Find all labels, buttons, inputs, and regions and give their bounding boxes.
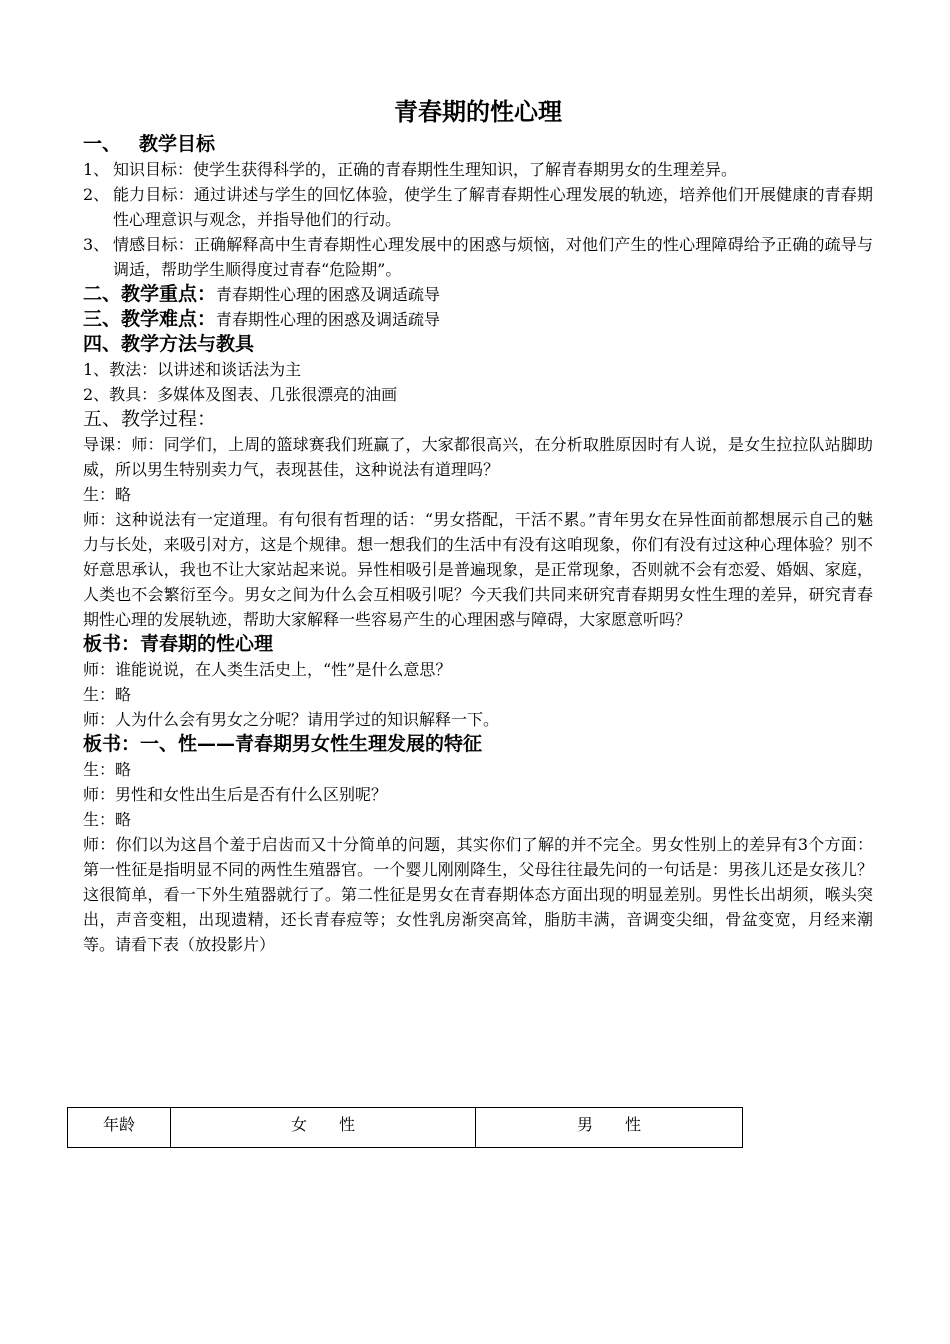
paragraph: 师：谁能说说，在人类生活史上，“性”是什么意思？ [83,660,452,679]
paragraph: 生：略 [83,810,132,829]
section-label: 二、教学重点： [83,283,217,305]
paragraph: 师：你们以为这昌个羞于启齿而又十分简单的问题，其实你们了解的并不完全。男女性别上的差异有3个方面：第一性征是指明显不同的两性生殖器官。一个婴儿刚刚降生，父母往往最先问的一句话是：男孩儿还是女孩儿？这很简单，看一下外生殖器就行了。第二性征是男女在青春期体态方面出现的明显差别。男性长出胡须，喉头突出，声音变粗，出现遗精，还长青春痘等；女性乳房渐突高耸，脂肪丰满，音调变尖细，骨盆变宽，月经来潮等。请看下表（放投影片） [83,835,873,954]
table-header-age: 年龄 [68,1108,171,1148]
list-item [83,182,873,232]
list-item [83,232,873,282]
list-item [83,157,873,182]
table-header-row [68,1108,743,1148]
list-item: 1、教法：以讲述和谈话法为主 [83,360,302,379]
paragraph: 生：略 [83,685,132,704]
paragraph: 生：略 [83,760,132,779]
list-item-number: 3、 [83,235,110,254]
paragraph: 生：略 [83,485,132,504]
paragraph: 导课：师：同学们，上周的篮球赛我们班赢了，大家都很高兴，在分析取胜原因时有人说，是女生拉拉队站脚助威，所以男生特别卖力气，表现甚佳，这种说法有道理吗？ [83,435,873,479]
table-header-male: 男 性 [476,1108,743,1148]
section-key-points [83,282,873,307]
list-item-text: 情感目标：正确解释高中生青春期性心理发展中的困惑与烦恼，对他们产生的性心理障碍给予正确的疏导与调适，帮助学生顺得度过青春“危险期”。 [113,235,873,279]
document-page [83,92,873,957]
list-item-number: 1、 [83,160,110,179]
table-header-female: 女 性 [171,1108,476,1148]
section-difficulties [83,307,873,332]
section-heading-objectives [83,132,873,157]
paragraph: 师：这种说法有一定道理。有句很有哲理的话：“男女搭配，干活不累。”青年男女在异性面前都想展示自己的魅力与长处，来吸引对方，这是个规律。想一想我们的生活中有没有这咱现象，你们有没有过这种心理体验？别不好意思承认，我也不让大家站起来说。异性相吸引是普遍现象，是正常现象，否则就不会有恋爱、婚姻、家庭，人类也不会繁衍至今。男女之间为什么会互相吸引呢？今天我们共同来研究青春期男女性生理的差异，研究青春期性心理的发展轨迹，帮助大家解释一些容易产生的心理困惑与障碍，大家愿意听吗？ [83,510,873,629]
age-comparison-table [67,1107,743,1148]
section-heading-methods: 四、教学方法与教具 [83,333,255,355]
section-text: 青春期性心理的困惑及调适疏导 [216,285,441,304]
board-heading: 板书：一、性——青春期男女性生理发展的特征 [83,733,483,755]
section-label: 三、教学难点： [83,308,217,330]
list-item-number: 2、 [83,185,110,204]
list-item: 2、教具：多媒体及图表、几张很漂亮的油画 [83,385,398,404]
paragraph: 师：男性和女性出生后是否有什么区别呢？ [83,785,388,804]
section-number: 一、 [83,133,122,155]
list-item-text: 知识目标：使学生获得科学的，正确的青春期性生理知识，了解青春期男女的生理差异。 [113,160,738,179]
paragraph: 师：人为什么会有男女之分呢？请用学过的知识解释一下。 [83,710,500,729]
section-heading-process: 五、教学过程： [83,408,217,430]
section-text: 青春期性心理的困惑及调适疏导 [216,310,441,329]
document-title: 青春期的性心理 [394,98,562,126]
list-item-text: 能力目标：通过讲述与学生的回忆体验，使学生了解青春期性心理发展的轨迹，培养他们开展健康的青春期性心理意识与观念，并指导他们的行动。 [113,185,873,229]
board-heading: 板书：青春期的性心理 [83,633,274,655]
section-title: 教学目标 [139,133,216,155]
